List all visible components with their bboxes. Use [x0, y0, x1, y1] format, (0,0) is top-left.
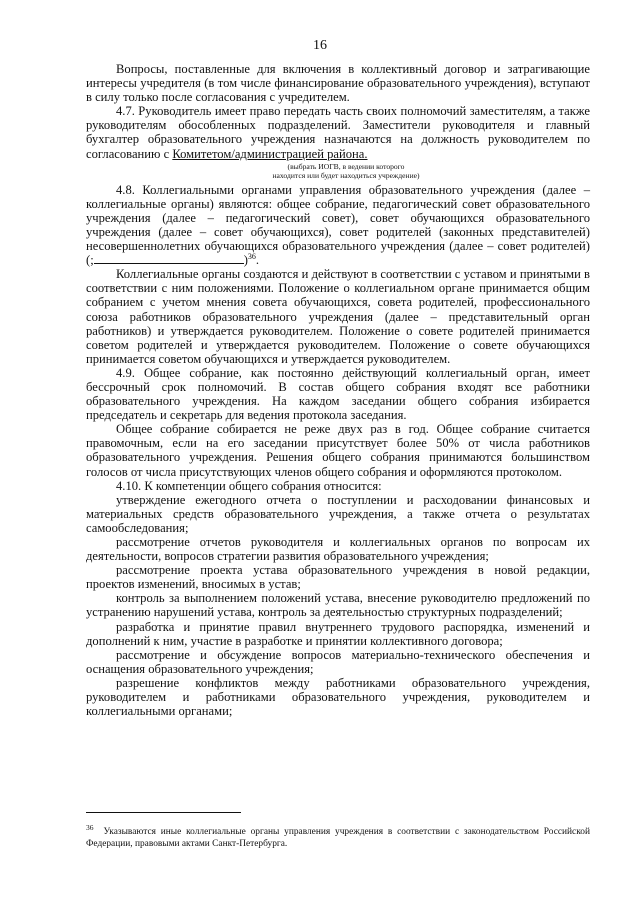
paragraph-meeting: Общее собрание собирается не реже двух раз в год. Общее собрание считается правомочным, если на его заседании присутствует более 50% от числа работников образовательного учреждения. Решения общего собрания принимаются большинством голосов от числа присутствующих членов общего собрания и оформляются протоколом.: [86, 422, 590, 479]
paragraph-4-8-text: 4.8. Коллегиальными органами управления образовательного учреждения (далее – коллегиальные органы) являются: общее собрание, педагогический совет образовательного учреждения (далее – педагогический совет), совет обучающихся образовательного учреждения (далее – совет обучающихся), совет родителей (законных представителей) несовершеннолетних обучающихся образовательного учреждения (далее – совет родителей) (;: [86, 182, 590, 268]
page-number: 16: [313, 38, 327, 53]
committee-link: Комитетом/администрацией района.: [172, 146, 368, 161]
list-item: утверждение ежегодного отчета о поступлении и расходовании финансовых и материальных средств образовательного учреждения, а также отчета о результатах самообследования;: [86, 492, 590, 535]
fill-in-blank: [94, 253, 244, 264]
committee-note: [216, 162, 476, 180]
paragraph-4-7-text: 4.7. Руководитель имеет право передать часть своих полномочий заместителям, а также руководителям обособленных подразделений. Заместители руководителя и главный бухгалтер образовательного учреждения назначаются на должность руководителем по согласованию с: [86, 104, 590, 161]
footnote-mark: 36: [86, 823, 94, 832]
committee-note-line-1: (выбрать ИОГВ, в ведении которого: [287, 161, 405, 171]
paragraph-collegial: Коллегиальные органы создаются и действуют в соответствии с уставом и принятыми в соответствии с ним положениями. Положение о коллегиальном органе принимается общим собранием с учетом мнения совета обучающихся, совета родителей, профессионального союза работников образовательного учреждения (далее – представительный орган работников) и утверждается руководителем. Положение о совете родителей принимается советом родителей и утверждается руководителем. Положение о совете обучающихся принимается советом обучающихся и утверждается руководителем.: [86, 267, 590, 366]
list-item: рассмотрение проекта устава образовательного учреждения в новой редакции, проектов изменений, вносимых в устав;: [86, 563, 590, 592]
paragraph-4-8: 4.8. Коллегиальными органами управления образовательного учреждения (далее – коллегиальные органы) являются: общее собрание, педагогический совет образовательного учреждения (далее – педагогический совет), совет обучающихся образовательного учреждения (далее – совет обучающихся), совет родителей (законных представителей) несовершеннолетних обучающихся образовательного учреждения (далее – совет родителей) (; )$^{36}$.: [86, 182, 590, 268]
footnote-text: Указываются иные коллегиальные органы управления учреждения в соответствии с законодательством Российской Федерации, правовыми актами Санкт-Петербурга.: [86, 827, 590, 850]
paragraph-4-8-end: .: [255, 253, 260, 268]
list-item: рассмотрение отчетов руководителя и коллегиальных органов по вопросам их деятельности, вопросов стратегии развития образовательного учреждения;: [86, 535, 590, 564]
paragraph-4-7: [86, 104, 590, 160]
paragraph-4-10: 4.10. К компетенции общего собрания относится:: [116, 478, 382, 493]
footnote: [86, 822, 590, 850]
paragraph-4-9: 4.9. Общее собрание, как постоянно действующий коллегиальный орган, имеет бессрочный срок полномочий. В состав общего собрания входят все работники образовательного учреждения. На каждом заседании общего собрания избирается председатель и секретарь для ведения протокола заседания.: [86, 365, 590, 423]
list-item: разработка и принятие правил внутреннего трудового распорядка, изменений и дополнений к ним, участие в разработке и принятии коллективного договора;: [86, 619, 590, 648]
document-body: [86, 62, 590, 718]
list-item: контроль за выполнением положений устава, внесение руководителю предложений по устранению нарушений устава, контроль за деятельностью структурных подразделений;: [86, 591, 590, 620]
list-item: рассмотрение и обсуждение вопросов материально-технического обеспечения и оснащения образовательного учреждения;: [86, 647, 590, 676]
paragraph-intro: Вопросы, поставленные для включения в коллективный договор и затрагивающие интересы учредителя (в том числе финансирование образовательного учреждения), вступают в силу только после согласования с учредителем.: [86, 62, 590, 105]
footnote-separator: [86, 812, 241, 813]
footnote-ref: 36: [247, 251, 256, 261]
list-item: разрешение конфликтов между работниками образовательного учреждения, руководителем и работниками образовательного учреждения, руководителем и коллегиальными органами;: [86, 675, 590, 719]
committee-note-line-2: находится или будет находиться учреждение): [272, 170, 420, 180]
